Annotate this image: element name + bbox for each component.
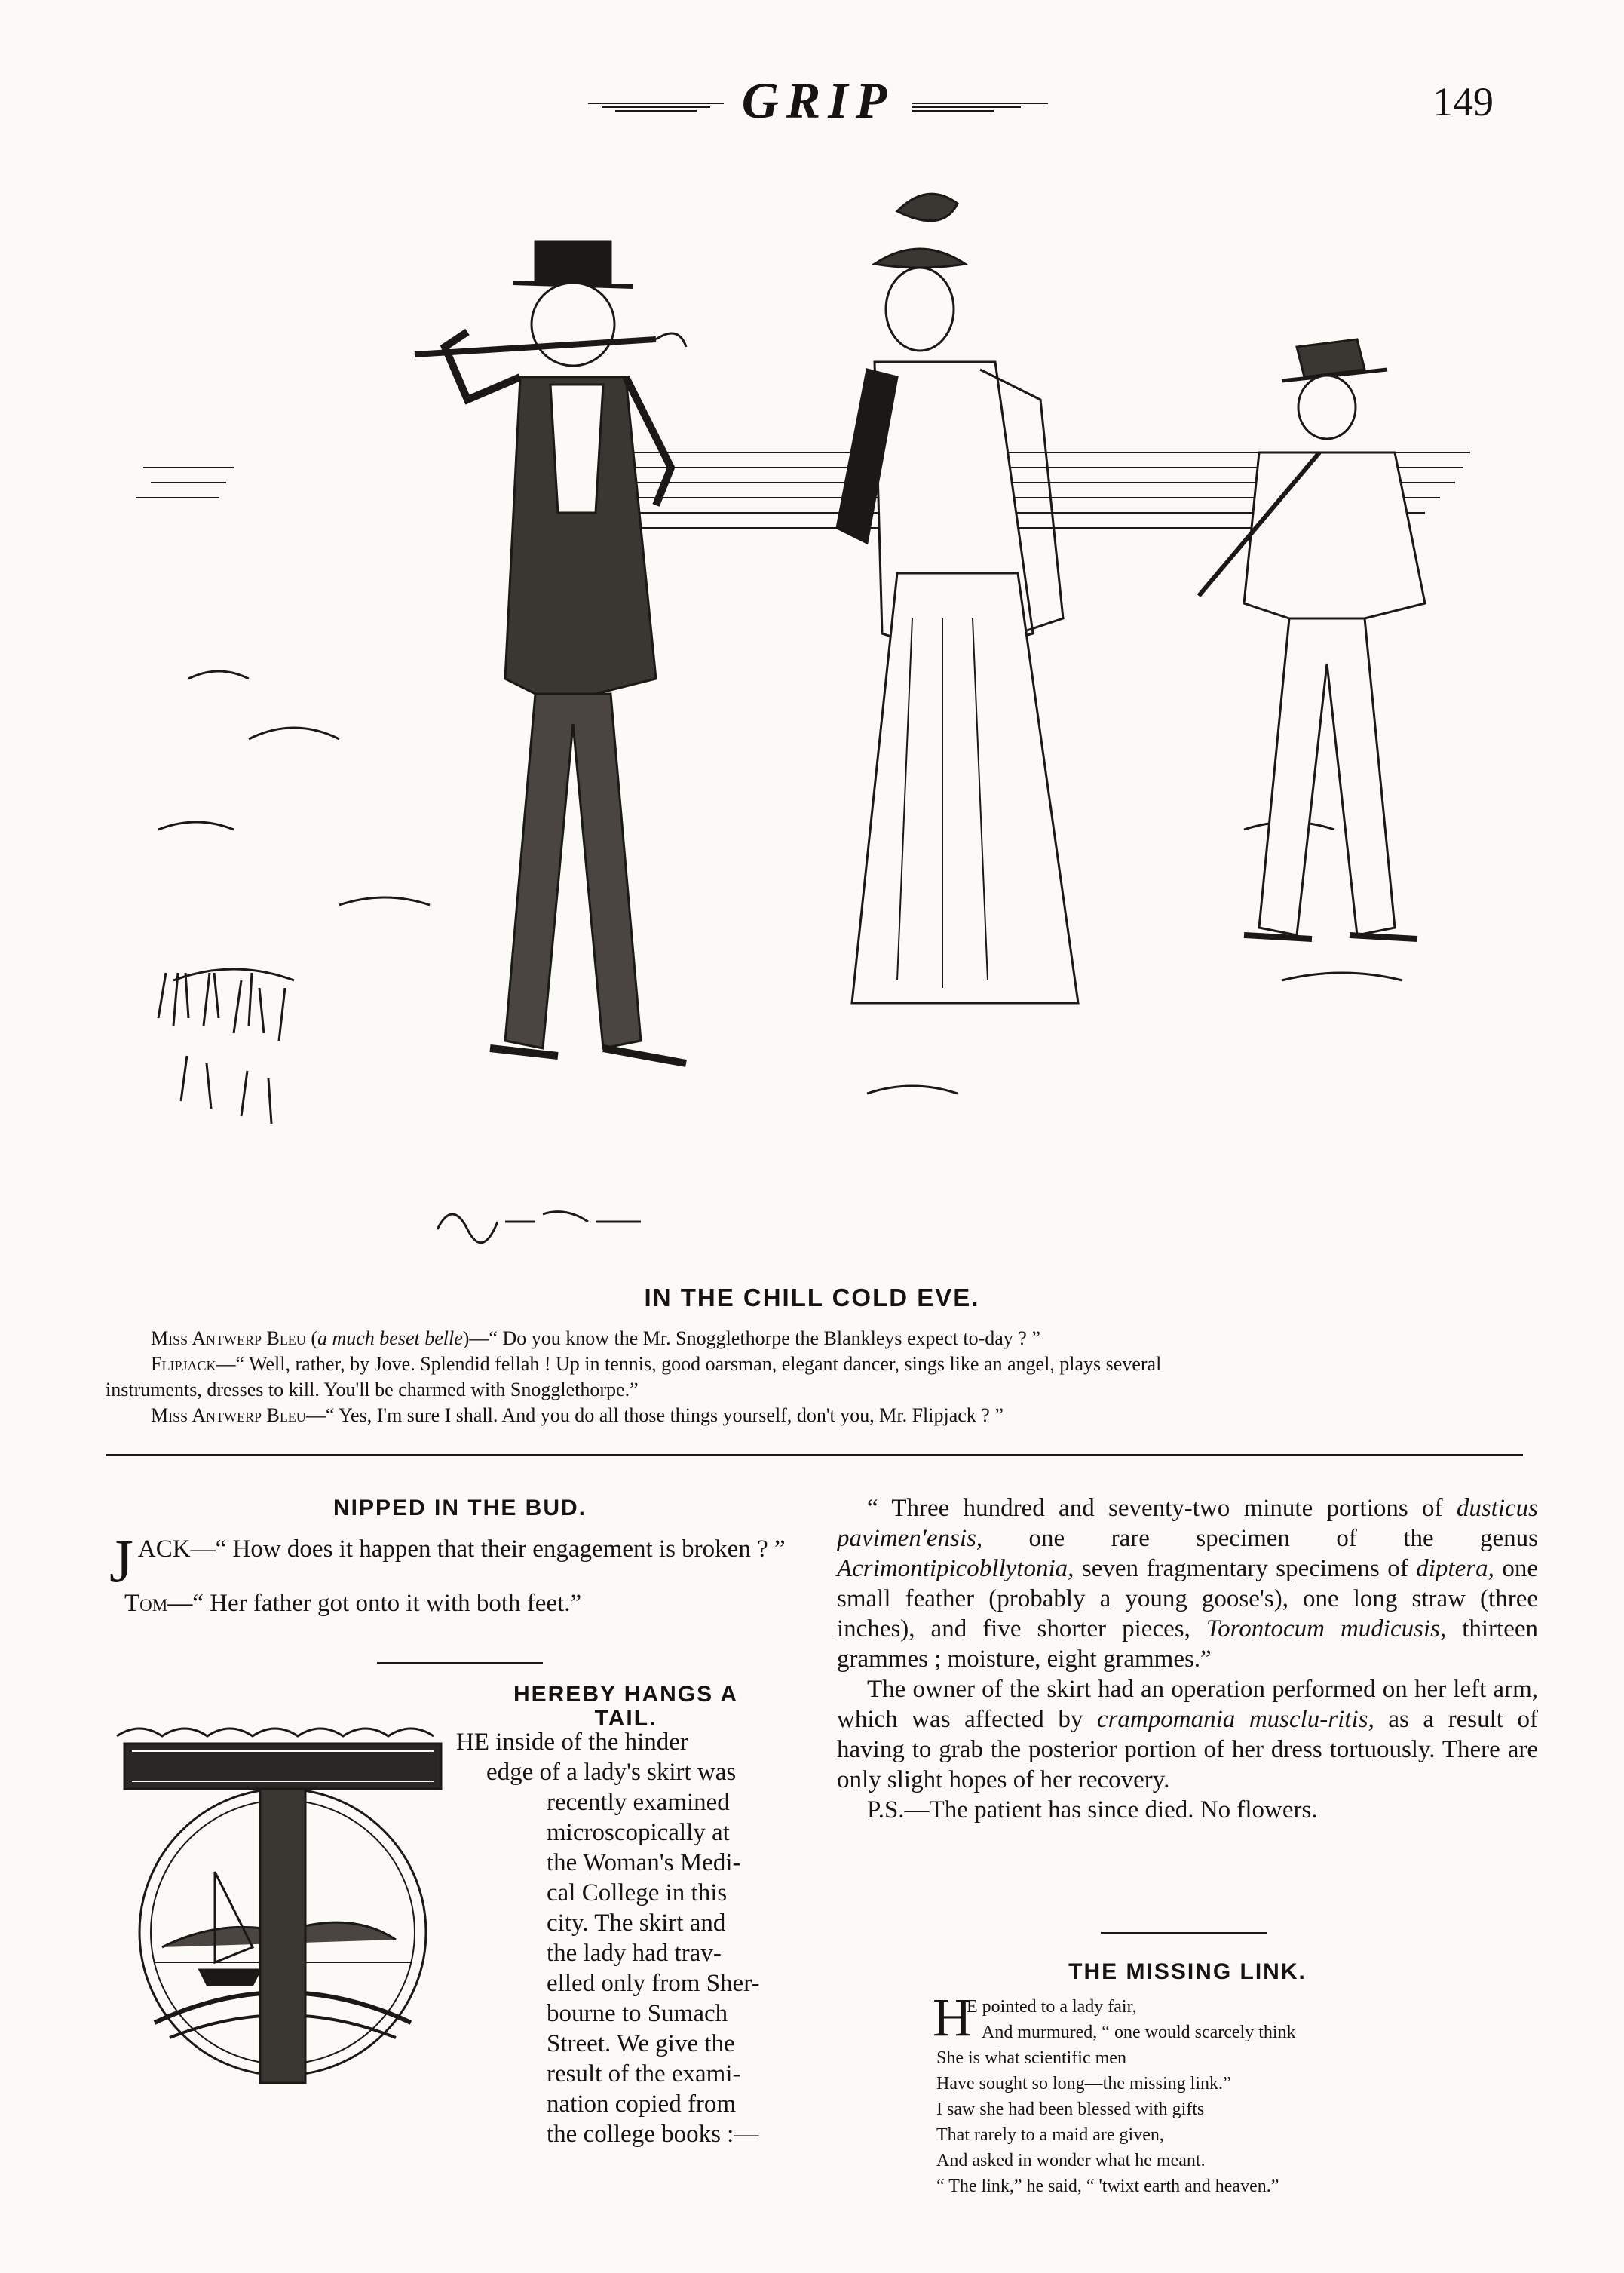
report-text: thirteen grammes ; moisture, eight grammes.” — [837, 1615, 1539, 1673]
operation-term: crampomania musclu-ritis, — [1096, 1706, 1374, 1733]
tail-line: edge of a lady's skirt was — [486, 1759, 737, 1786]
woman-figure — [837, 194, 1078, 1003]
dialogue-text: “ Do you know the Mr. Snogglethorpe the Blankleys expect to-day ? ” — [489, 1327, 1040, 1349]
dialogue-text: “ Yes, I'm sure I shall. And you do all those things yourself, don't you, Mr. Flipjack ? ” — [325, 1404, 1004, 1426]
poem-line: That rarely to a maid are given, — [936, 2125, 1164, 2145]
specimen-report — [837, 1493, 1538, 1825]
tail-line: the Woman's Medi- — [547, 1849, 741, 1876]
masthead-title: GRIP — [741, 72, 895, 129]
tail-line: nation copied from — [547, 2090, 737, 2118]
tom-line: Tom—“ Her father got onto it with both feet.” — [124, 1590, 582, 1617]
tail-line: Street. We give the — [547, 2030, 735, 2057]
artist-signature — [437, 1212, 641, 1243]
speaker-name: Miss Antwerp Bleu — [151, 1404, 306, 1426]
poem-line: I saw she had been blessed with gifts — [936, 2100, 1205, 2119]
dialogue-line-1: Miss Antwerp Bleu (a much beset belle)—“ Do you know the Mr. Snogglethorpe the Blankleys expect to-day ? ” — [151, 1327, 1040, 1349]
header-rule-left — [588, 103, 724, 113]
page-number: 149 — [1432, 79, 1494, 124]
man-figure-left — [415, 241, 686, 1063]
drop-cap-j: J — [109, 1526, 133, 1595]
tail-line: bourne to Sumach — [547, 2000, 728, 2027]
grass-left — [158, 973, 285, 1124]
header-rule-right — [912, 103, 1048, 113]
poem-line: E pointed to a lady fair, — [967, 1997, 1137, 2017]
tail-line: HE inside of the hinder — [456, 1729, 688, 1756]
short-divider — [377, 1662, 543, 1664]
jack-text: “ How does it happen that their engagement is broken ? ” — [215, 1535, 786, 1563]
speaker-name: Flipjack — [151, 1353, 216, 1375]
short-divider-right — [1101, 1932, 1267, 1934]
tail-text — [456, 1727, 809, 2149]
report-text: seven fragmentary specimens of — [1081, 1555, 1408, 1582]
postscript: P.S.—The patient has since died. No flowers. — [867, 1796, 1318, 1824]
jack-line: JACK—“ How does it happen that their engagement is broken ? ” — [109, 1526, 786, 1595]
report-term: Acrimontipicobllytonia, — [837, 1555, 1074, 1582]
cartoon-dialogue — [106, 1326, 1538, 1428]
section-title: NIPPED IN THE BUD. — [332, 1495, 587, 1520]
report-text: one small feather (probably a young goose's), one long straw (three inches), and five shorter pieces, — [837, 1555, 1539, 1643]
poem-line: She is what scientific men — [936, 2048, 1126, 2068]
speaker-name: Miss Antwerp Bleu — [151, 1327, 306, 1349]
speaker-name: Tom — [124, 1590, 168, 1617]
dialogue-line-3: Miss Antwerp Bleu—“ Yes, I'm sure I shall. And you do all those things yourself, don't you, Mr. Flipjack ? ” — [151, 1404, 1004, 1426]
cartoon-illustration — [113, 151, 1546, 1267]
tail-line: microscopically at — [547, 1819, 730, 1846]
report-term: dusticus pavimen'ensis, — [837, 1495, 1538, 1552]
man-figure-right — [1199, 339, 1425, 939]
report-paragraph — [837, 1493, 1538, 1674]
missing-link-title: THE MISSING LINK. — [1068, 1959, 1307, 1984]
tom-text: “ Her father got onto it with both feet.” — [192, 1590, 582, 1617]
poem-line: “ The link,” he said, “ 'twixt earth and heaven.” — [936, 2176, 1279, 2196]
report-text: “ Three hundred and seventy-two minute portions of — [867, 1495, 1443, 1522]
report-term: diptera, — [1416, 1555, 1494, 1582]
report-text: one rare specimen of the genus — [1028, 1525, 1539, 1552]
report-term: Torontocum mudicusis, — [1206, 1615, 1447, 1643]
poem-line: And asked in wonder what he meant. — [936, 2151, 1206, 2170]
tail-line: cal College in this — [547, 1879, 728, 1906]
drop-cap-t-illustration — [109, 1721, 456, 2098]
caption-divider — [106, 1454, 1523, 1456]
tail-title-1: HEREBY HANGS A — [513, 1682, 739, 1707]
speaker-aside: a much beset belle — [317, 1327, 463, 1349]
cartoon-title: IN THE CHILL COLD EVE. — [644, 1284, 980, 1311]
poem-dropcap: H — [933, 1987, 972, 2048]
dialogue-text: “ Well, rather, by Jove. Splendid fellah ! Up in tennis, good oarsman, elegant dancer, sings like an angel, plays several — [235, 1353, 1162, 1375]
dialogue-line-2-cont: instruments, dresses to kill. You'll be charmed with Snogglethorpe.” — [106, 1379, 639, 1400]
operation-paragraph — [837, 1674, 1538, 1795]
operation-text: The owner of the skirt had an operation performed on her left arm, which was affected by — [837, 1676, 1538, 1733]
poem-line: Have sought so long—the missing link.” — [936, 2074, 1231, 2094]
tail-line: elled only from Sher- — [547, 1970, 760, 1997]
ground-scribbles — [158, 671, 1402, 1094]
nipped-section — [109, 1493, 810, 1618]
poem-line: And murmured, “ one would scarcely think — [982, 2023, 1296, 2042]
tail-line: the college books :— — [547, 2121, 759, 2148]
tail-line: result of the exami- — [547, 2060, 741, 2087]
tail-title-2: TAIL. — [594, 1706, 657, 1731]
tail-line: recently examined — [547, 1789, 730, 1816]
dialogue-line-2: Flipjack—“ Well, rather, by Jove. Splendid fellah ! Up in tennis, good oarsman, elegant dancer, sings like an angel, plays several — [151, 1353, 1162, 1375]
tail-line: city. The skirt and — [547, 1910, 726, 1937]
speaker-name: ACK — [137, 1535, 191, 1563]
tail-line: the lady had trav- — [547, 1940, 722, 1967]
operation-text: as a result of having to grab the posterior portion of her dress tortuously. There are only slight hopes of her recovery. — [837, 1706, 1538, 1793]
missing-link-poem — [936, 1994, 1524, 2199]
